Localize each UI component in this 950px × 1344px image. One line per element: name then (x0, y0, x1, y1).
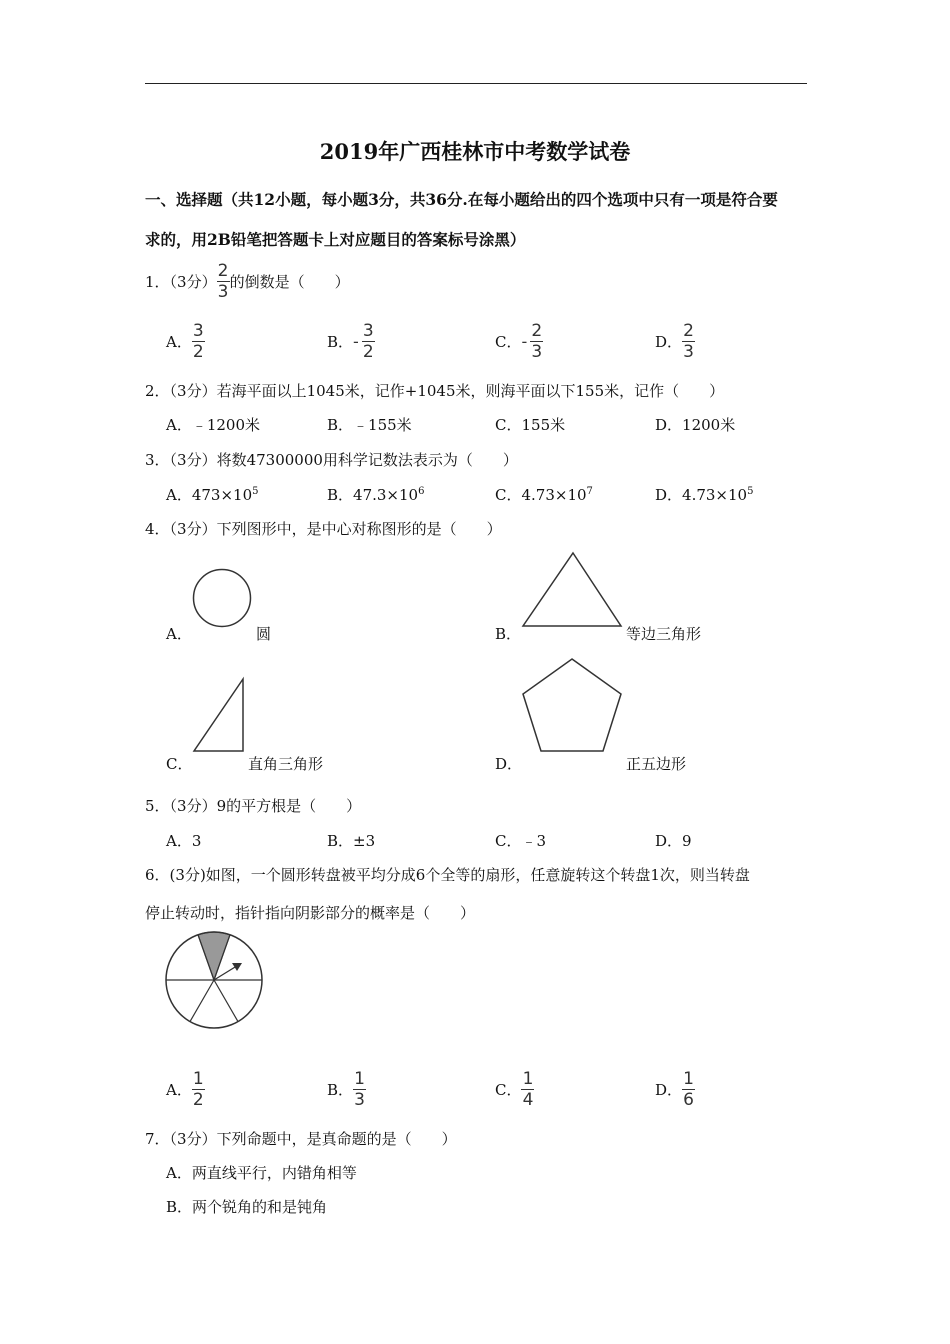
q4-option-c-label[interactable]: C． (166, 755, 193, 773)
q6-option-d[interactable]: D． $\frac{1}{6}$ (655, 1069, 694, 1110)
question-1 (145, 262, 350, 301)
pointer-arrow-icon (232, 963, 242, 971)
q5-option-a[interactable]: A．3 (166, 832, 202, 850)
section-instructions-line2: 求的，用2B铅笔把答题卡上对应题目的答案标号涂黑） (145, 230, 526, 249)
q6-option-b[interactable]: B． $\frac{1}{3}$ (327, 1069, 365, 1110)
q1-option-b[interactable]: B． - $\frac{3}{2}$ (327, 321, 374, 362)
question-6-line1: 6．(3分)如图，一个圆形转盘被平均分成6个全等的扇形，任意旋转这个转盘1次，则当转盘 (145, 866, 750, 884)
q1-option-d[interactable]: D． $\frac{2}{3}$ (655, 321, 694, 362)
question-1-stem: 的倒数是（ ） (229, 273, 350, 291)
question-4: 4．（3分）下列图形中，是中心对称图形的是（ ） (145, 520, 502, 538)
question-1-fraction: $\frac{2}{3}$ (217, 261, 229, 302)
q2-option-c[interactable]: C．155米 (495, 416, 566, 434)
right-triangle-figure (190, 676, 248, 754)
q4-option-d-label[interactable]: D． (495, 755, 523, 773)
equilateral-triangle-figure (520, 550, 624, 630)
q3-option-a[interactable]: A．$473\times 10^5$ (166, 486, 259, 504)
q1-option-a[interactable]: A． $\frac{3}{2}$ (166, 321, 204, 362)
question-1-number: 1．（3分） (145, 273, 217, 291)
q4-option-c-name: 直角三角形 (248, 755, 324, 773)
question-6-line2: 停止转动时，指针指向阴影部分的概率是（ ） (145, 904, 476, 922)
question-2: 2．（3分）若海平面以上1045米，记作+1045米，则海平面以下155米，记作（ ） (145, 382, 725, 400)
q4-option-d-name: 正五边形 (626, 755, 687, 773)
q4-option-b-name: 等边三角形 (626, 625, 702, 643)
q5-option-b[interactable]: B．±3 (327, 832, 376, 850)
q2-option-a[interactable]: A．﹣1200米 (166, 416, 261, 434)
q5-option-c[interactable]: C．﹣3 (495, 832, 547, 850)
q5-option-d[interactable]: D．9 (655, 832, 692, 850)
question-5: 5．（3分）9的平方根是（ ） (145, 797, 362, 815)
q7-option-b[interactable]: B．两个锐角的和是钝角 (166, 1198, 328, 1216)
q2-option-b[interactable]: B．﹣155米 (327, 416, 412, 434)
q6-option-a[interactable]: A． $\frac{1}{2}$ (166, 1069, 204, 1110)
q2-option-d[interactable]: D．1200米 (655, 416, 736, 434)
question-7: 7．（3分）下列命题中，是真命题的是（ ） (145, 1130, 457, 1148)
spinner-figure (162, 928, 266, 1032)
q6-option-c[interactable]: C． $\frac{1}{4}$ (495, 1069, 534, 1110)
regular-pentagon-figure (518, 655, 626, 755)
circle-figure (190, 566, 254, 630)
q3-option-b[interactable]: B．$47.3\times 10^6$ (327, 486, 425, 504)
q4-option-b-label[interactable]: B． (495, 625, 522, 643)
q3-option-d[interactable]: D．$4.73\times 10^5$ (655, 486, 754, 504)
exam-title: 2019年广西桂林市中考数学试卷 (319, 139, 631, 164)
q7-option-a[interactable]: A．两直线平行，内错角相等 (166, 1164, 357, 1182)
q1-option-c[interactable]: C． - $\frac{2}{3}$ (495, 321, 543, 362)
section-instructions-line1: 一、选择题（共12小题，每小题3分，共36分.在每小题给出的四个选项中只有一项是符合要 (145, 190, 778, 209)
q4-option-a-name: 圆 (256, 625, 272, 643)
question-3: 3．（3分）将数47300000用科学记数法表示为（ ） (145, 451, 518, 469)
header-rule (145, 83, 807, 84)
q3-option-c[interactable]: C．$4.73\times 10^7$ (495, 486, 593, 504)
q4-option-a-label[interactable]: A． (166, 625, 192, 643)
